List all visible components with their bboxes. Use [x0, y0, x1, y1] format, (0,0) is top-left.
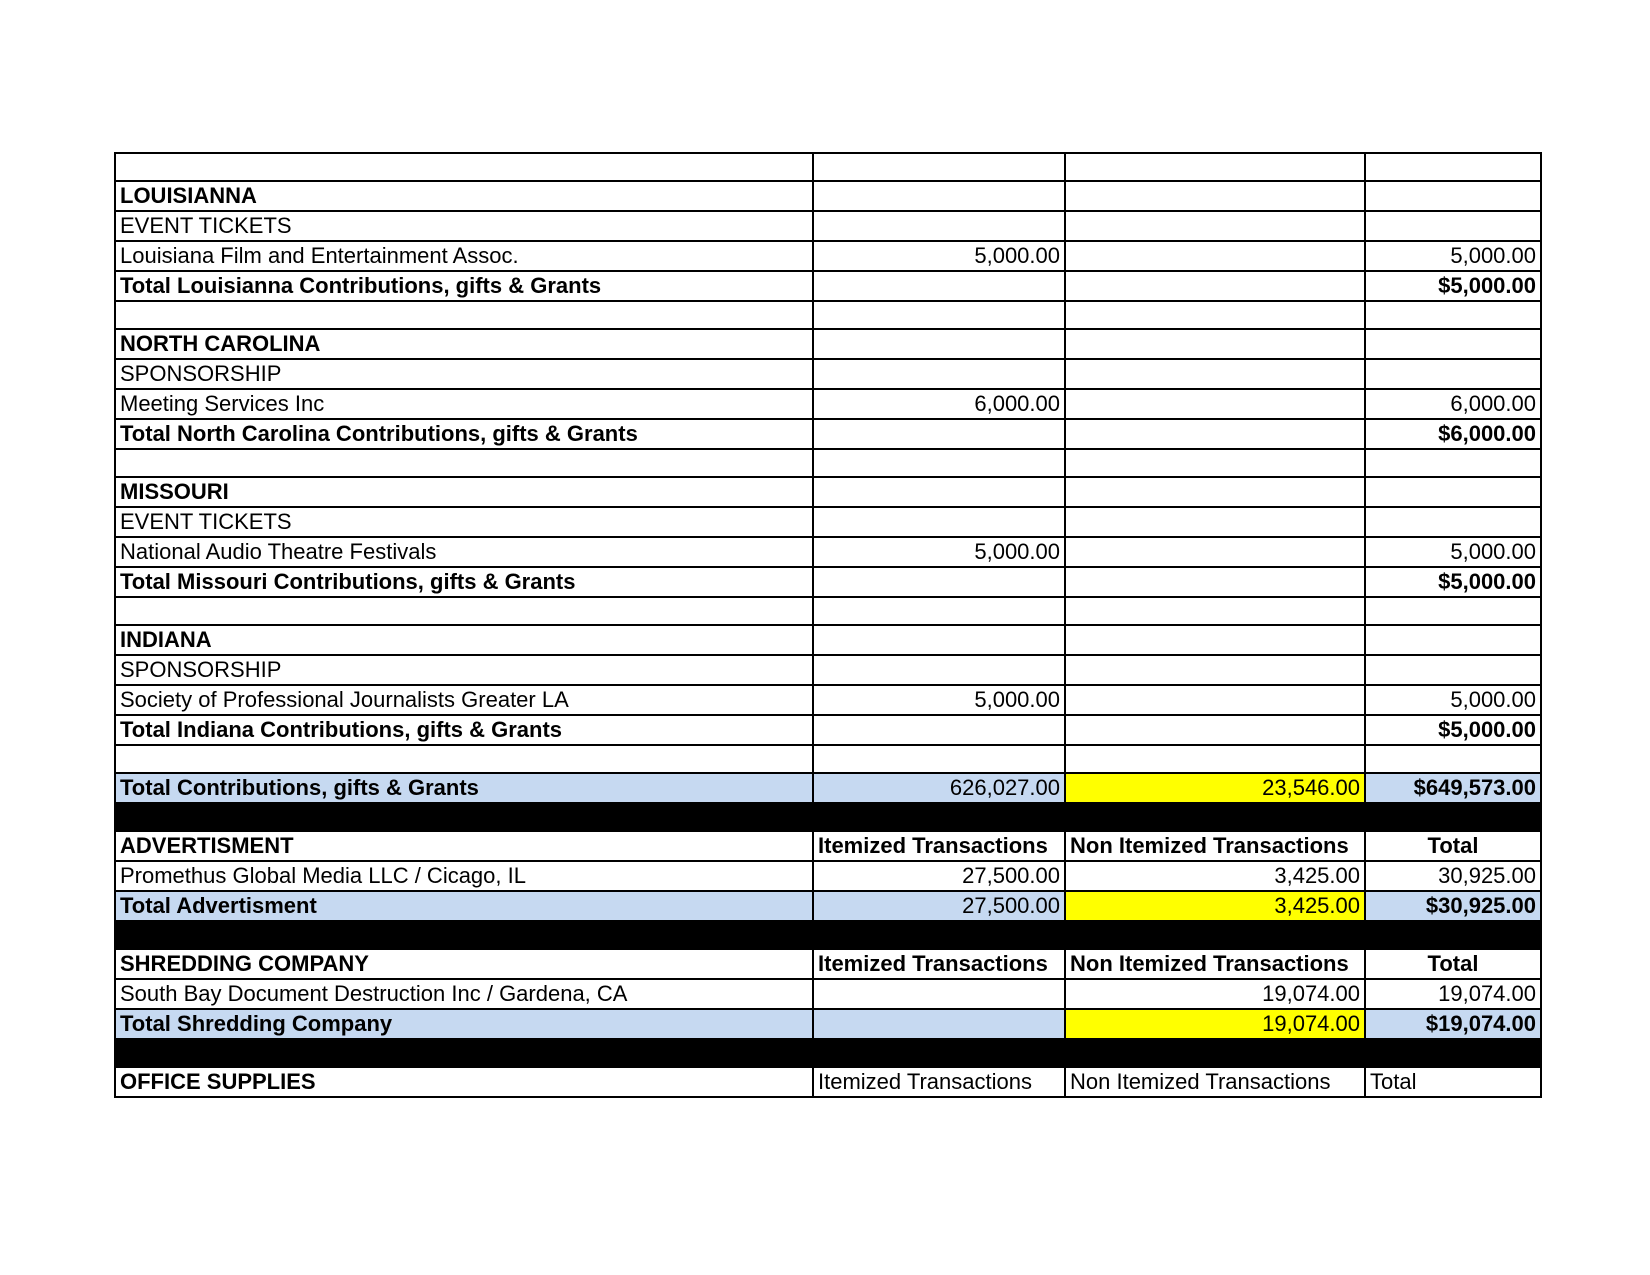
- separator-row: [115, 921, 1541, 949]
- section-header-indiana: INDIANA: [115, 625, 813, 655]
- table-row: [115, 211, 1541, 241]
- entry-itemized: 27,500.00: [813, 861, 1065, 891]
- section-total-label: Total Missouri Contributions, gifts & Grants: [115, 567, 813, 597]
- grand-total-value: $649,573.00: [1365, 773, 1541, 803]
- column-header-non-itemized: Non Itemized Transactions: [1065, 831, 1365, 861]
- section-total-value: $5,000.00: [1365, 567, 1541, 597]
- category-label: SPONSORSHIP: [115, 359, 813, 389]
- entry-itemized: 5,000.00: [813, 537, 1065, 567]
- entry-itemized: 5,000.00: [813, 685, 1065, 715]
- column-header-non-itemized: Non Itemized Transactions: [1065, 1067, 1365, 1097]
- section-total-non-itemized: 3,425.00: [1065, 891, 1365, 921]
- table-row: [115, 449, 1541, 477]
- entry-total: 5,000.00: [1365, 241, 1541, 271]
- entry-name: Promethus Global Media LLC / Cicago, IL: [115, 861, 813, 891]
- section-header-advertisement: ADVERTISMENT: [115, 831, 813, 861]
- entry-name: Meeting Services Inc: [115, 389, 813, 419]
- table-row: [115, 745, 1541, 773]
- entry-total: 5,000.00: [1365, 685, 1541, 715]
- table-row: [115, 537, 1541, 567]
- column-header-itemized: Itemized Transactions: [813, 949, 1065, 979]
- entry-total: 5,000.00: [1365, 537, 1541, 567]
- section-total-non-itemized: 19,074.00: [1065, 1009, 1365, 1039]
- entry-name: Society of Professional Journalists Greater LA: [115, 685, 813, 715]
- table-row: [115, 153, 1541, 181]
- grand-total-label: Total Contributions, gifts & Grants: [115, 773, 813, 803]
- section-total-label: Total Advertisment: [115, 891, 813, 921]
- table-row: [115, 597, 1541, 625]
- table-row: [115, 507, 1541, 537]
- entry-total: 19,074.00: [1365, 979, 1541, 1009]
- grand-total-itemized: 626,027.00: [813, 773, 1065, 803]
- column-header-total: Total: [1365, 949, 1541, 979]
- section-header-shredding: SHREDDING COMPANY: [115, 949, 813, 979]
- entry-name: South Bay Document Destruction Inc / Gardena, CA: [115, 979, 813, 1009]
- table-row: [115, 329, 1541, 359]
- section-total-row: [115, 1009, 1541, 1039]
- table-row: [115, 359, 1541, 389]
- table-row: [115, 625, 1541, 655]
- entry-total: 30,925.00: [1365, 861, 1541, 891]
- column-header-itemized: Itemized Transactions: [813, 1067, 1065, 1097]
- table-row: [115, 949, 1541, 979]
- table-row: [115, 301, 1541, 329]
- contributions-table: [114, 152, 1542, 1098]
- separator-row: [115, 1039, 1541, 1067]
- table-row: [115, 241, 1541, 271]
- entry-name: National Audio Theatre Festivals: [115, 537, 813, 567]
- table-row: [115, 979, 1541, 1009]
- section-header-louisiana: LOUISIANNA: [115, 181, 813, 211]
- entry-name: Louisiana Film and Entertainment Assoc.: [115, 241, 813, 271]
- section-header-office-supplies: OFFICE SUPPLIES: [115, 1067, 813, 1097]
- column-header-itemized: Itemized Transactions: [813, 831, 1065, 861]
- table-row: [115, 715, 1541, 745]
- entry-itemized: 6,000.00: [813, 389, 1065, 419]
- grand-total-non-itemized: 23,546.00: [1065, 773, 1365, 803]
- section-total-value: $19,074.00: [1365, 1009, 1541, 1039]
- section-header-missouri: MISSOURI: [115, 477, 813, 507]
- column-header-non-itemized: Non Itemized Transactions: [1065, 949, 1365, 979]
- table-row: [115, 477, 1541, 507]
- entry-non-itemized: 19,074.00: [1065, 979, 1365, 1009]
- table-row: [115, 181, 1541, 211]
- section-total-row: [115, 891, 1541, 921]
- category-label: EVENT TICKETS: [115, 211, 813, 241]
- section-total-label: Total Shredding Company: [115, 1009, 813, 1039]
- entry-itemized: 5,000.00: [813, 241, 1065, 271]
- separator-row: [115, 803, 1541, 831]
- table-row: [115, 419, 1541, 449]
- section-total-value: $5,000.00: [1365, 271, 1541, 301]
- category-label: SPONSORSHIP: [115, 655, 813, 685]
- section-total-label: Total Indiana Contributions, gifts & Grants: [115, 715, 813, 745]
- table-row: [115, 389, 1541, 419]
- table-row: [115, 271, 1541, 301]
- table-row: [115, 655, 1541, 685]
- section-total-value: $5,000.00: [1365, 715, 1541, 745]
- section-total-value: $6,000.00: [1365, 419, 1541, 449]
- entry-non-itemized: 3,425.00: [1065, 861, 1365, 891]
- section-total-label: Total Louisianna Contributions, gifts & Grants: [115, 271, 813, 301]
- section-total-value: $30,925.00: [1365, 891, 1541, 921]
- section-total-itemized: 27,500.00: [813, 891, 1065, 921]
- table-row: [115, 861, 1541, 891]
- table-row: [115, 1067, 1541, 1097]
- table-row: [115, 685, 1541, 715]
- category-label: EVENT TICKETS: [115, 507, 813, 537]
- table-row: [115, 567, 1541, 597]
- section-header-north-carolina: NORTH CAROLINA: [115, 329, 813, 359]
- column-header-total: Total: [1365, 1067, 1541, 1097]
- section-total-label: Total North Carolina Contributions, gifts & Grants: [115, 419, 813, 449]
- grand-total-row: [115, 773, 1541, 803]
- table-row: [115, 831, 1541, 861]
- entry-total: 6,000.00: [1365, 389, 1541, 419]
- column-header-total: Total: [1365, 831, 1541, 861]
